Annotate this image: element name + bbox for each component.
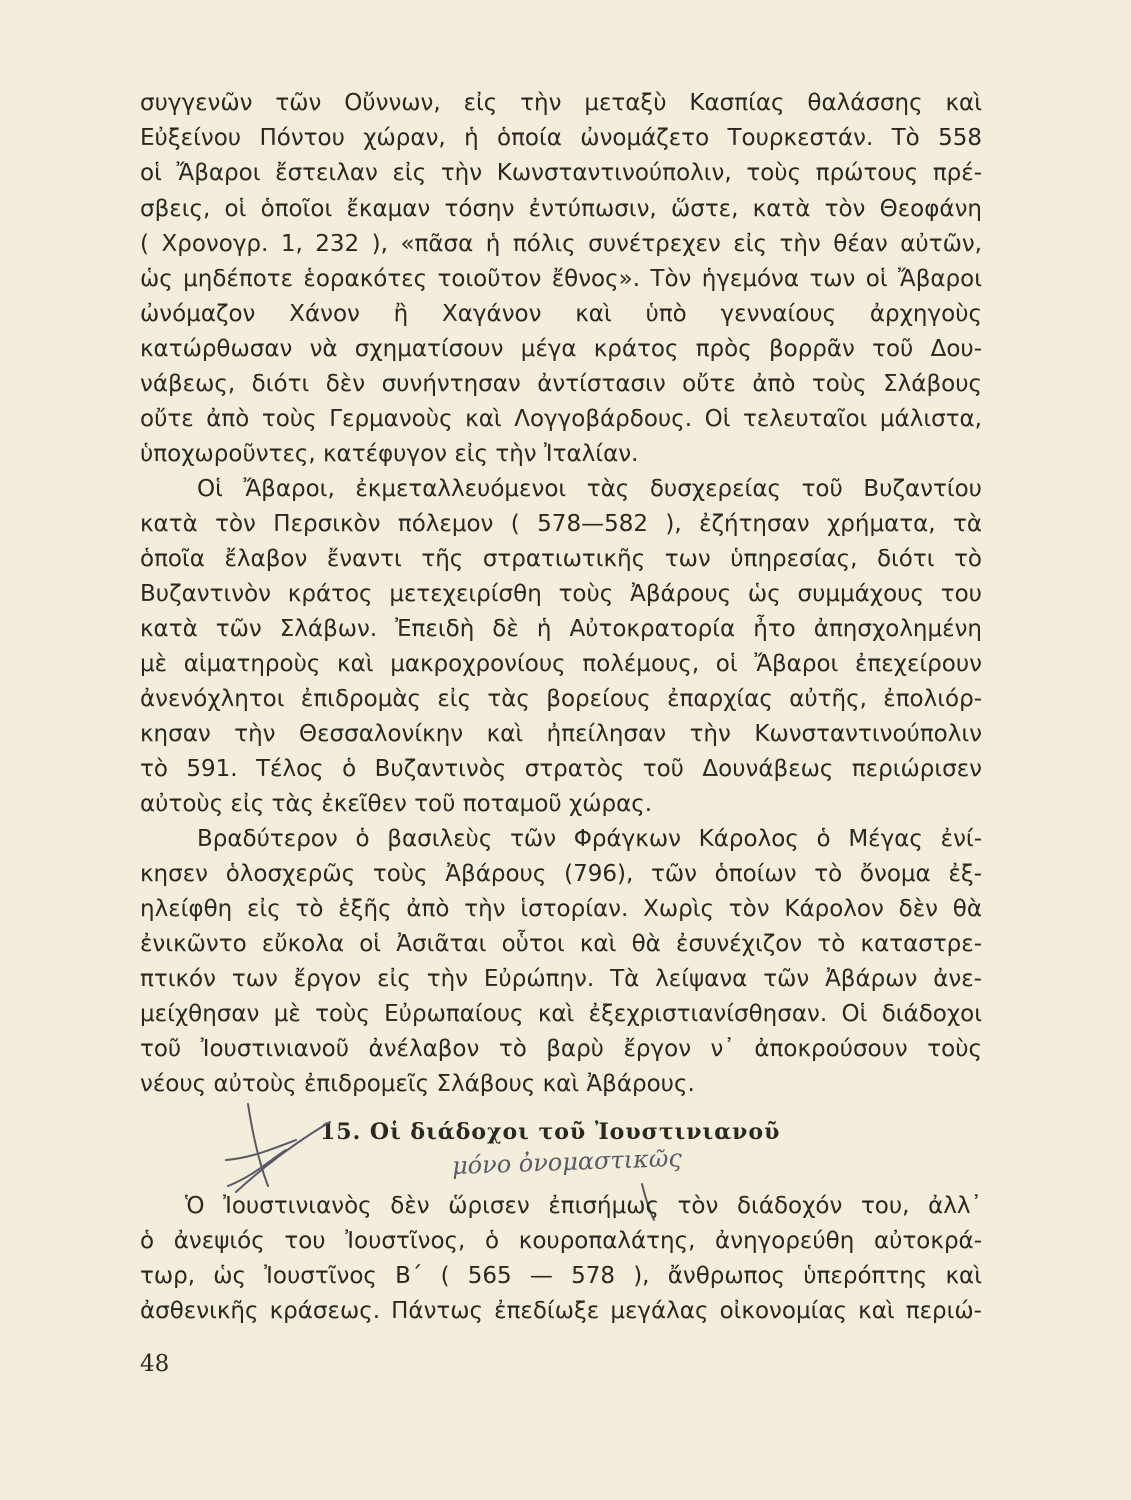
text-line: ἐνικῶντο εὔκολα οἱ Ἀσιᾶται οὗτοι καὶ θὰ ἐσυνέχιζον τὸ καταστρε- [140, 931, 982, 957]
text-line: μὲ αἱματηροὺς καὶ μακροχρονίους πολέμους, οἱ Ἄβαροι ἐπεχείρουν [140, 651, 982, 677]
text-line: ἀσθενικῆς κράσεως. Πάντως ἐπεδίωξε μεγάλας οἰκονομίας καὶ περιώ- [140, 1298, 982, 1324]
pencil-stroke [228, 1150, 286, 1186]
section-heading: 15. Οἱ διάδοχοι τοῦ Ἰουστινιανοῦ [320, 1119, 781, 1145]
text-line: Ὁ Ἰουστινιανὸς δὲν ὥρισεν ἐπισήμως τὸν διάδοχόν του, ἀλλ᾽ [185, 1193, 982, 1219]
page-number: 48 [140, 1351, 170, 1377]
text-line: κησαν τὴν Θεσσαλονίκην καὶ ἠπείλησαν τὴν Κωνσταντινούπολιν [140, 721, 982, 747]
text-line: Οἱ Ἄβαροι, ἐκμεταλλευόμενοι τὰς δυσχερείας τοῦ Βυζαντίου [197, 476, 982, 502]
text-line: κατὰ τῶν Σλάβων. Ἐπειδὴ δὲ ἡ Αὐτοκρατορία ἦτο ἀπησχολημένη [140, 616, 982, 642]
text-line: ἀνενόχλητοι ἐπιδρομὰς εἰς τὰς βορείους ἐπαρχίας αὐτῆς, ἐπολιόρ- [140, 686, 982, 712]
text-line: αὐτοὺς εἰς τὰς ἐκεῖθεν τοῦ ποταμοῦ χώρας. [140, 791, 653, 817]
text-line: νάβεως, διότι δὲν συνήντησαν ἀντίστασιν οὔτε ἀπὸ τοὺς Σλάβους [140, 371, 982, 397]
pencil-stroke [236, 1122, 330, 1192]
text-line: Βραδύτερον ὁ βασιλεὺς τῶν Φράγκων Κάρολος ὁ Μέγας ἐνί- [197, 826, 982, 852]
text-line: τὸ 591. Τέλος ὁ Βυζαντινὸς στρατὸς τοῦ Δουνάβεως περιώρισεν [140, 756, 982, 782]
text-line: μείχθησαν μὲ τοὺς Εὐρωπαίους καὶ ἐξεχριστιανίσθησαν. Οἱ διάδοχοι [140, 1001, 982, 1027]
text-line: συγγενῶν τῶν Οὔννων, εἰς τὴν μεταξὺ Κασπίας θαλάσσης καὶ [140, 90, 982, 116]
text-line: τοῦ Ἰουστινιανοῦ ἀνέλαβον τὸ βαρὺ ἔργον ν᾽ ἀποκρούσουν τοὺς [140, 1036, 982, 1062]
text-line: νέους αὐτοὺς ἐπιδρομεῖς Σλάβους καὶ Ἀβάρους. [140, 1071, 695, 1097]
text-line: ηλείφθη εἰς τὸ ἑξῆς ἀπὸ τὴν ἱστορίαν. Χωρὶς τὸν Κάρολον δὲν θὰ [140, 896, 982, 922]
text-line: κησεν ὁλοσχερῶς τοὺς Ἀβάρους (796), τῶν ὁποίων τὸ ὄνομα ἐξ- [140, 861, 982, 887]
text-line: κατώρθωσαν νὰ σχηματίσουν μέγα κράτος πρὸς βορρᾶν τοῦ Δου- [140, 336, 982, 362]
text-line: ὑποχωροῦντες, κατέφυγον εἰς τὴν Ἰταλίαν. [140, 441, 639, 467]
text-line: τωρ, ὡς Ἰουστῖνος Β΄ ( 565 — 578 ), ἄνθρωπος ὑπερόπτης καὶ [140, 1263, 982, 1289]
text-line: ( Χρονογρ. 1, 232 ), «πᾶσα ἡ πόλις συνέτρεχεν εἰς τὴν θέαν αὐτῶν, [140, 231, 982, 257]
text-line: πτικόν των ἔργον εἰς τὴν Εὐρώπην. Τὰ λείψανα τῶν Ἀβάρων ἀνε- [140, 966, 982, 992]
text-line: σβεις, οἱ ὁποῖοι ἔκαμαν τόσην ἐντύπωσιν, ὥστε, κατὰ τὸν Θεοφάνη [140, 196, 982, 222]
text-line: ὁποῖα ἔλαβον ἔναντι τῆς στρατιωτικῆς των ὑπηρεσίας, διότι τὸ [140, 546, 982, 572]
text-line: ὁ ἀνεψιός του Ἰουστῖνος, ὁ κουροπαλάτης, ἀνηγορεύθη αὐτοκρά- [140, 1228, 982, 1254]
text-line: κατὰ τὸν Περσικὸν πόλεμον ( 578—582 ), ἐζήτησαν χρήματα, τὰ [140, 511, 982, 537]
text-line: ὡς μηδέποτε ἑορακότες τοιοῦτον ἔθνος». Τὸν ἡγεμόνα των οἱ Ἄβαροι [140, 266, 982, 292]
text-line: ὠνόμαζον Χάνον ἢ Χαγάνον καὶ ὑπὸ γενναίους ἀρχηγοὺς [140, 301, 982, 327]
text-line: Εὐξείνου Πόντου χώραν, ἡ ὁποία ὠνομάζετο Τουρκεστάν. Τὸ 558 [140, 125, 982, 151]
handwritten-note: μόνο ὀνομαστικῶς [451, 1143, 683, 1181]
text-line: Βυζαντινὸν κράτος μετεχειρίσθη τοὺς Ἀβάρους ὡς συμμάχους του [140, 581, 982, 607]
text-line: οἱ Ἄβαροι ἔστειλαν εἰς τὴν Κωνσταντινούπολιν, τοὺς πρώτους πρέ- [140, 160, 982, 186]
text-line: οὔτε ἀπὸ τοὺς Γερμανοὺς καὶ Λογγοβάρδους. Οἱ τελευταῖοι μάλιστα, [140, 406, 982, 432]
